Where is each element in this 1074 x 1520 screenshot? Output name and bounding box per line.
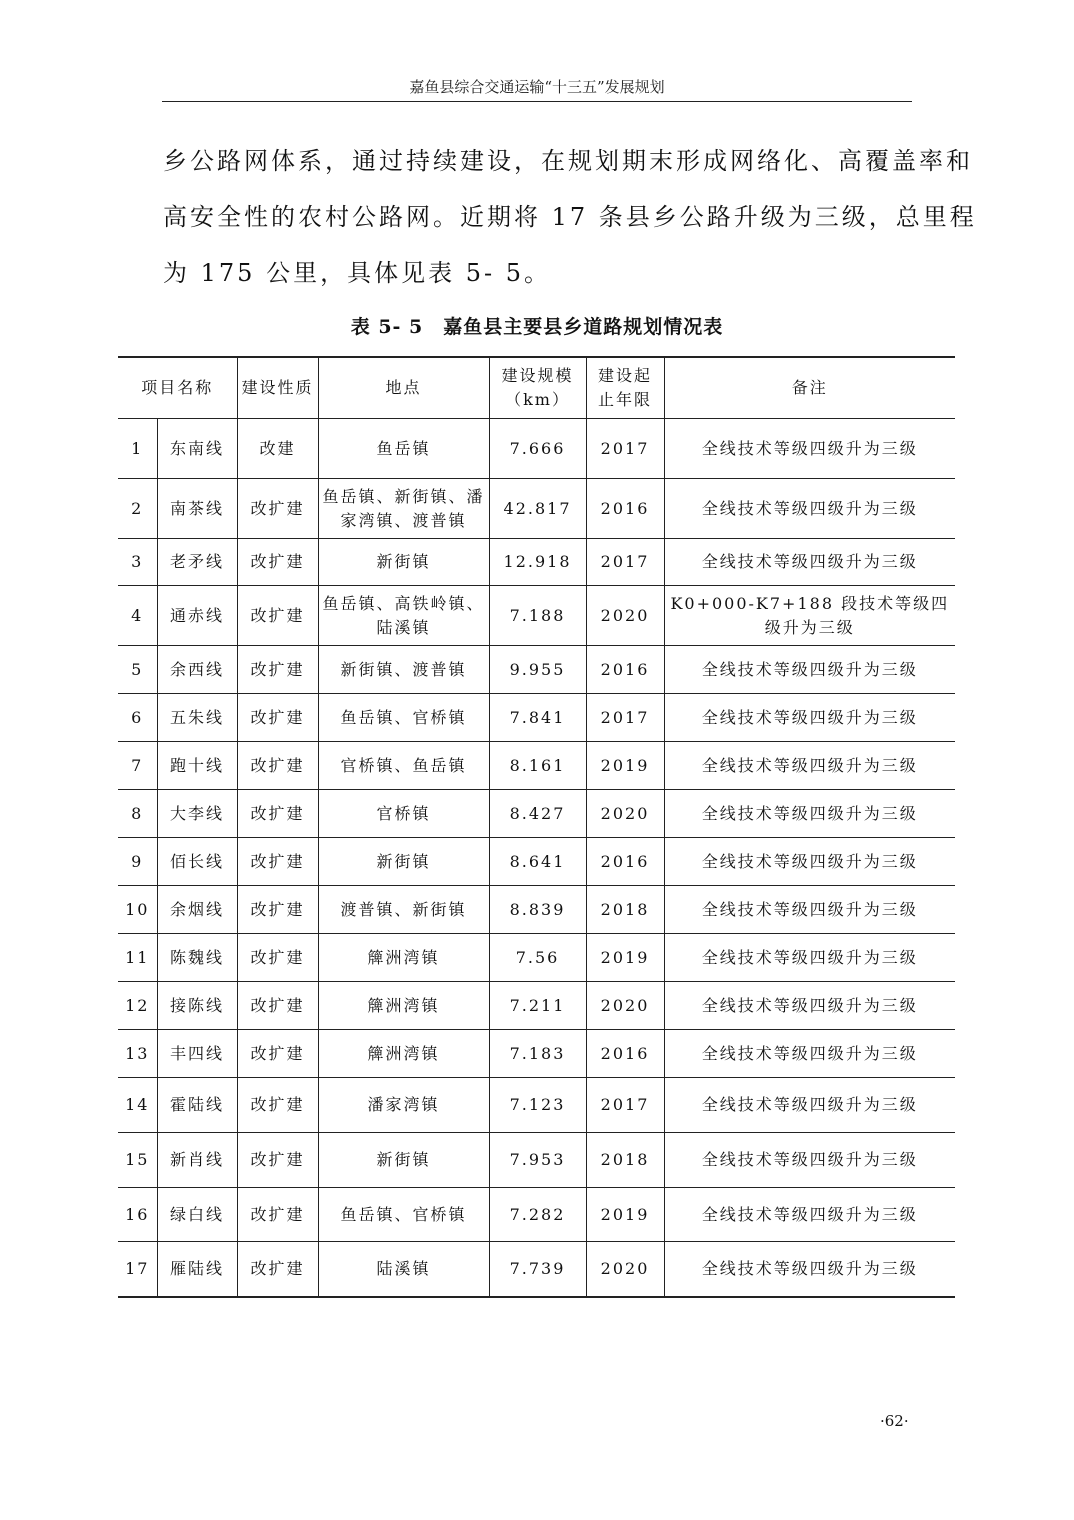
cell-year: 2019 [586, 934, 664, 982]
cell-no: 13 [118, 1030, 157, 1078]
cell-note: 全线技术等级四级升为三级 [664, 646, 955, 694]
cell-no: 4 [118, 586, 157, 646]
cell-scale: 8.839 [489, 886, 586, 934]
cell-year: 2016 [586, 838, 664, 886]
cell-type: 改扩建 [237, 646, 318, 694]
cell-name: 陈魏线 [157, 934, 237, 982]
cell-place: 新街镇 [318, 1133, 489, 1188]
cell-note: 全线技术等级四级升为三级 [664, 1078, 955, 1133]
header-place: 地点 [318, 357, 489, 419]
cell-note: 全线技术等级四级升为三级 [664, 1242, 955, 1297]
cell-name: 跑十线 [157, 742, 237, 790]
cell-scale: 9.955 [489, 646, 586, 694]
table-row [118, 586, 955, 646]
cell-no: 11 [118, 934, 157, 982]
cell-scale: 7.188 [489, 586, 586, 646]
cell-place: 鱼岳镇、官桥镇 [318, 1188, 489, 1242]
cell-note: 全线技术等级四级升为三级 [664, 1188, 955, 1242]
table-row [118, 790, 955, 838]
cell-scale: 8.161 [489, 742, 586, 790]
cell-name: 接陈线 [157, 982, 237, 1030]
table-row [118, 419, 955, 479]
cell-name: 五朱线 [157, 694, 237, 742]
cell-type: 改扩建 [237, 1133, 318, 1188]
cell-note: 全线技术等级四级升为三级 [664, 1133, 955, 1188]
cell-place: 官桥镇 [318, 790, 489, 838]
table-row [118, 1030, 955, 1078]
cell-no: 8 [118, 790, 157, 838]
cell-scale: 7.211 [489, 982, 586, 1030]
cell-note: 全线技术等级四级升为三级 [664, 934, 955, 982]
cell-name: 余西线 [157, 646, 237, 694]
cell-scale: 7.739 [489, 1242, 586, 1297]
cell-place: 鱼岳镇 [318, 419, 489, 479]
cell-name: 大李线 [157, 790, 237, 838]
cell-scale: 7.123 [489, 1078, 586, 1133]
cell-no: 14 [118, 1078, 157, 1133]
cell-year: 2017 [586, 539, 664, 586]
cell-place: 鱼岳镇、高铁岭镇、陆溪镇 [318, 586, 489, 646]
cell-type: 改扩建 [237, 790, 318, 838]
cell-no: 3 [118, 539, 157, 586]
cell-year: 2020 [586, 982, 664, 1030]
cell-type: 改扩建 [237, 539, 318, 586]
table-row [118, 982, 955, 1030]
cell-year: 2020 [586, 586, 664, 646]
cell-note: 全线技术等级四级升为三级 [664, 479, 955, 539]
cell-place: 新街镇 [318, 539, 489, 586]
header-scale: 建设规模（km） [489, 357, 586, 419]
cell-year: 2020 [586, 1242, 664, 1297]
paragraph-line: 乡公路网体系，通过持续建设，在规划期末形成网络化、高覆盖率和 [163, 147, 973, 175]
cell-type: 改扩建 [237, 479, 318, 539]
cell-year: 2017 [586, 694, 664, 742]
cell-place: 簰洲湾镇 [318, 982, 489, 1030]
cell-place: 陆溪镇 [318, 1242, 489, 1297]
table-body [118, 419, 955, 1297]
cell-type: 改扩建 [237, 934, 318, 982]
cell-no: 9 [118, 838, 157, 886]
cell-scale: 7.841 [489, 694, 586, 742]
table-caption: 表 5- 5 嘉鱼县主要县乡道路规划情况表 [350, 316, 724, 338]
table-row [118, 1242, 955, 1297]
cell-note: 全线技术等级四级升为三级 [664, 1030, 955, 1078]
header-type: 建设性质 [237, 357, 318, 419]
cell-no: 15 [118, 1133, 157, 1188]
table-row [118, 694, 955, 742]
cell-name: 丰四线 [157, 1030, 237, 1078]
cell-place: 官桥镇、鱼岳镇 [318, 742, 489, 790]
table-row [118, 934, 955, 982]
cell-type: 改扩建 [237, 1078, 318, 1133]
cell-year: 2019 [586, 742, 664, 790]
cell-scale: 8.641 [489, 838, 586, 886]
table-row [118, 646, 955, 694]
cell-place: 簰洲湾镇 [318, 934, 489, 982]
cell-no: 17 [118, 1242, 157, 1297]
cell-place: 簰洲湾镇 [318, 1030, 489, 1078]
cell-note: 全线技术等级四级升为三级 [664, 419, 955, 479]
cell-scale: 12.918 [489, 539, 586, 586]
cell-note: 全线技术等级四级升为三级 [664, 742, 955, 790]
cell-type: 改扩建 [237, 694, 318, 742]
cell-year: 2016 [586, 479, 664, 539]
header-period: 建设起止年限 [586, 357, 664, 419]
cell-note: 全线技术等级四级升为三级 [664, 790, 955, 838]
cell-type: 改扩建 [237, 742, 318, 790]
cell-name: 余烟线 [157, 886, 237, 934]
cell-no: 16 [118, 1188, 157, 1242]
cell-note: 全线技术等级四级升为三级 [664, 539, 955, 586]
cell-type: 改扩建 [237, 586, 318, 646]
cell-name: 东南线 [157, 419, 237, 479]
cell-type: 改建 [237, 419, 318, 479]
table-row [118, 1188, 955, 1242]
cell-place: 新街镇、渡普镇 [318, 646, 489, 694]
cell-type: 改扩建 [237, 1030, 318, 1078]
table-row [118, 1133, 955, 1188]
cell-scale: 7.56 [489, 934, 586, 982]
cell-name: 霍陆线 [157, 1078, 237, 1133]
cell-type: 改扩建 [237, 982, 318, 1030]
cell-scale: 42.817 [489, 479, 586, 539]
cell-no: 6 [118, 694, 157, 742]
cell-name: 佰长线 [157, 838, 237, 886]
cell-no: 2 [118, 479, 157, 539]
paragraph-line: 高安全性的农村公路网。近期将 17 条县乡公路升级为三级，总里程 [163, 203, 977, 231]
body-paragraph [163, 133, 977, 301]
cell-note: 全线技术等级四级升为三级 [664, 982, 955, 1030]
cell-scale: 7.666 [489, 419, 586, 479]
cell-name: 通赤线 [157, 586, 237, 646]
cell-year: 2020 [586, 790, 664, 838]
table-header-row [118, 357, 955, 419]
cell-place: 鱼岳镇、新街镇、潘家湾镇、渡普镇 [318, 479, 489, 539]
running-header: 嘉鱼县综合交通运输“十三五”发展规划 [162, 76, 912, 102]
cell-place: 潘家湾镇 [318, 1078, 489, 1133]
cell-scale: 8.427 [489, 790, 586, 838]
cell-type: 改扩建 [237, 1188, 318, 1242]
cell-place: 新街镇 [318, 838, 489, 886]
paragraph-line: 为 175 公里，具体见表 5- 5。 [163, 259, 551, 287]
cell-no: 12 [118, 982, 157, 1030]
table-row [118, 886, 955, 934]
cell-type: 改扩建 [237, 838, 318, 886]
cell-name: 雁陆线 [157, 1242, 237, 1297]
cell-year: 2016 [586, 1030, 664, 1078]
cell-no: 5 [118, 646, 157, 694]
table-row [118, 838, 955, 886]
table-row [118, 742, 955, 790]
header-note: 备注 [664, 357, 955, 419]
cell-year: 2019 [586, 1188, 664, 1242]
cell-scale: 7.282 [489, 1188, 586, 1242]
cell-name: 新肖线 [157, 1133, 237, 1188]
cell-scale: 7.183 [489, 1030, 586, 1078]
cell-scale: 7.953 [489, 1133, 586, 1188]
table-row [118, 1078, 955, 1133]
cell-note: 全线技术等级四级升为三级 [664, 694, 955, 742]
cell-place: 鱼岳镇、官桥镇 [318, 694, 489, 742]
cell-no: 1 [118, 419, 157, 479]
cell-name: 南茶线 [157, 479, 237, 539]
cell-year: 2018 [586, 1133, 664, 1188]
header-name: 项目名称 [118, 357, 237, 419]
cell-name: 老矛线 [157, 539, 237, 586]
cell-year: 2016 [586, 646, 664, 694]
cell-name: 绿白线 [157, 1188, 237, 1242]
cell-type: 改扩建 [237, 886, 318, 934]
cell-year: 2018 [586, 886, 664, 934]
cell-year: 2017 [586, 1078, 664, 1133]
table-row [118, 539, 955, 586]
cell-no: 10 [118, 886, 157, 934]
cell-year: 2017 [586, 419, 664, 479]
cell-place: 渡普镇、新街镇 [318, 886, 489, 934]
road-plan-table [118, 356, 955, 1298]
table-row [118, 479, 955, 539]
cell-note: 全线技术等级四级升为三级 [664, 838, 955, 886]
cell-type: 改扩建 [237, 1242, 318, 1297]
cell-no: 7 [118, 742, 157, 790]
cell-note: K0+000-K7+188 段技术等级四级升为三级 [664, 586, 955, 646]
page-number: ·62· [880, 1412, 909, 1430]
cell-note: 全线技术等级四级升为三级 [664, 886, 955, 934]
